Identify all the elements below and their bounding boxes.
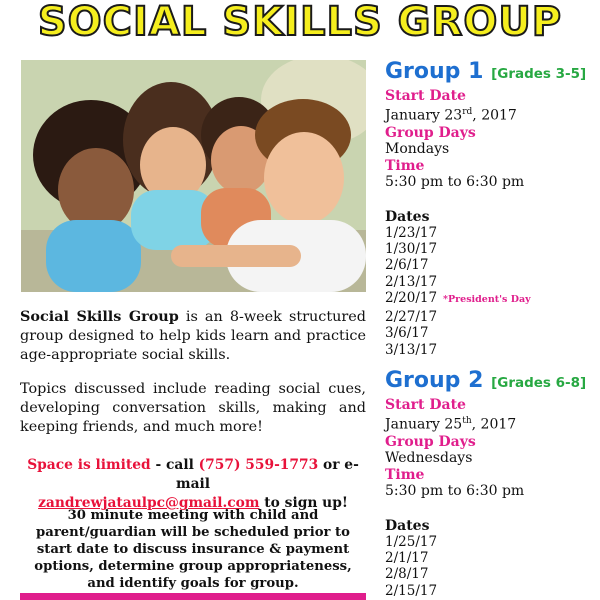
meeting-note: 30 minute meeting with child and parent/guardian will be scheduled prior to start date to discuss insurance & payment options, determine group appropriateness, and identify goals for group. xyxy=(34,508,352,591)
group-1-date: 2/6/17 xyxy=(385,257,429,274)
kids-photo xyxy=(21,60,366,292)
intro-lead: Social Skills Group xyxy=(20,308,179,325)
group-2-date: 2/1/17 xyxy=(385,550,429,567)
group-1-time-value: 5:30 pm to 6:30 pm xyxy=(385,173,525,190)
group-1-date-holiday-row xyxy=(385,290,595,308)
group-1-date: 3/6/17 xyxy=(385,325,429,342)
group-1-start-suffix: rd xyxy=(462,107,473,117)
group-2-grades: [Grades 6-8] xyxy=(491,375,587,391)
signup-callout xyxy=(20,456,366,513)
group-2-panel xyxy=(385,367,595,599)
group-1-days-value: Mondays xyxy=(385,140,450,157)
group-2-start-day: January 25 xyxy=(385,416,463,433)
kids-photo-illustration xyxy=(21,60,366,292)
group-1-days-label: Group Days xyxy=(385,124,476,141)
group-1-time-label: Time xyxy=(385,157,425,174)
phone-number[interactable]: (757) 559-1773 xyxy=(198,457,319,473)
group-1-date: 2/27/17 xyxy=(385,308,438,325)
group-1-grades: [Grades 3-5] xyxy=(491,66,587,82)
group-2-date: 1/25/17 xyxy=(385,533,438,550)
group-1-start-year: , 2017 xyxy=(472,107,517,124)
group-1-start-date xyxy=(385,104,595,125)
page-title: SOCIAL SKILLS GROUP xyxy=(37,0,563,45)
space-limited-text: Space is limited xyxy=(27,457,151,473)
group-2-time-value: 5:30 pm to 6:30 pm xyxy=(385,482,525,499)
bottom-accent-bar xyxy=(20,593,366,600)
group-2-days-value: Wednesdays xyxy=(385,449,473,466)
holiday-note: *President's Day xyxy=(443,294,531,306)
or-email-text: or e-mail xyxy=(175,457,359,492)
email-link[interactable]: zandrewjataulpc@gmail.com xyxy=(38,495,260,511)
group-1-date: 1/23/17 xyxy=(385,224,438,241)
group-2-date: 2/15/17 xyxy=(385,582,438,599)
group-1-start-label: Start Date xyxy=(385,88,466,104)
intro-paragraph xyxy=(20,307,366,365)
group-1-name: Group 1 xyxy=(385,59,484,84)
group-1-date: 2/20/17 xyxy=(385,290,438,307)
signup-text: to sign up! xyxy=(259,495,348,511)
group-1-dates-label: Dates xyxy=(385,208,430,225)
group-2-days-label: Group Days xyxy=(385,433,476,450)
group-1-heading xyxy=(385,58,595,88)
group-2-start-label: Start Date xyxy=(385,397,466,413)
topics-paragraph: Topics discussed include reading social cues, developing conversation skills, making and keeping friends, and much more! xyxy=(20,381,366,435)
intro-rest: is an 8-week structured group designed to help kids learn and practice age-appropriate social skills. xyxy=(20,309,366,363)
group-2-dates-label: Dates xyxy=(385,517,430,534)
group-1-panel xyxy=(385,58,595,358)
group-1-date: 3/13/17 xyxy=(385,341,438,358)
group-2-start-suffix: th xyxy=(462,416,472,426)
group-2-heading xyxy=(385,367,595,397)
group-1-date: 1/30/17 xyxy=(385,241,438,258)
group-1-start-day: January 23 xyxy=(385,107,463,124)
group-2-time-label: Time xyxy=(385,466,425,483)
group-2-date: 2/8/17 xyxy=(385,566,429,583)
group-2-start-year: , 2017 xyxy=(471,416,517,433)
group-1-date: 2/13/17 xyxy=(385,273,438,290)
call-text: - call xyxy=(150,457,199,473)
group-2-start-date xyxy=(385,413,595,434)
group-2-name: Group 2 xyxy=(385,368,484,393)
